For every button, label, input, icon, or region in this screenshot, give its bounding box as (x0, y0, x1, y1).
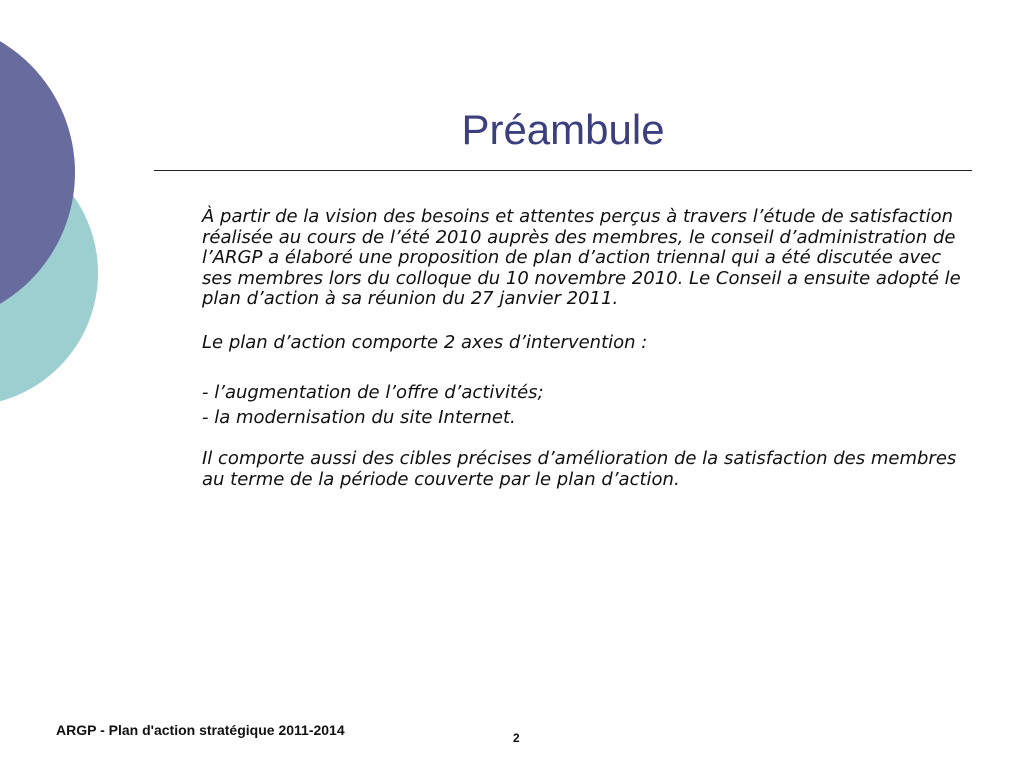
list-item: - la modernisation du site Internet. (202, 406, 516, 428)
closing-paragraph: Il comporte aussi des cibles précises d’amélioration de la satisfaction des membres au terme de la période couverte par le plan d’action. (202, 448, 957, 490)
list-item: - l’augmentation de l’offre d’activités; (202, 382, 544, 403)
page-number: 2 (513, 731, 520, 745)
title-divider (154, 170, 972, 171)
intro-paragraph: À partir de la vision des besoins et attentes perçus à travers l’étude de satisfaction réalisée au cours de l’été 2010 auprès des membres, le conseil d’administration de l’ARGP a élaboré une proposition de plan d’action triennal qui a été discutée avec ses membres lors du colloque du 10 novembre 2010. Le Conseil a ensuite adopté le plan d’action à sa réunion du 27 janvier 2011. (202, 206, 961, 309)
axes-intro-paragraph: Le plan d’action comporte 2 axes d’intervention : (202, 331, 648, 353)
footer-text: ARGP - Plan d'action stratégique 2011-2014 (56, 722, 345, 738)
slide-title: Préambule (461, 106, 665, 153)
slide-body (202, 207, 967, 490)
axes-list (202, 383, 967, 428)
